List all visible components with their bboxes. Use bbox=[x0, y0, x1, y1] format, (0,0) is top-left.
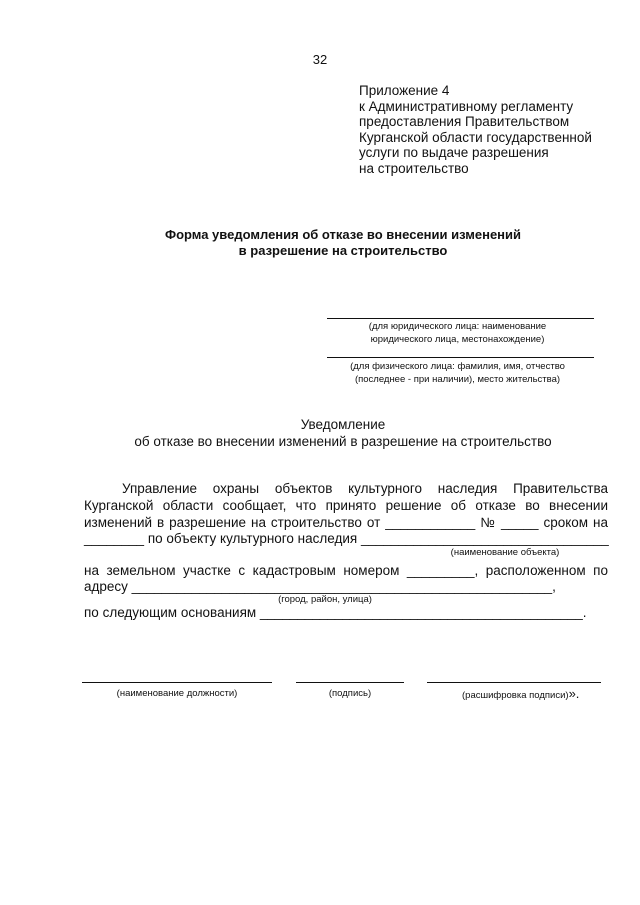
body-line: ________ по объекту культурного наследия _________________________________ bbox=[84, 531, 609, 546]
hint-text: юридического лица, местонахождение) bbox=[370, 334, 545, 345]
form-title-line: Форма уведомления об отказе во внесении изменений bbox=[164, 227, 522, 242]
body-line: Курганской области сообщает, что принято решение об отказе во внесении bbox=[84, 498, 608, 513]
body-line: адресу ________________________________________________________, bbox=[84, 579, 556, 594]
addressee-person-line bbox=[327, 357, 594, 358]
position-label: (наименование должности) bbox=[116, 688, 238, 699]
hint-address: (город, район, улица) bbox=[278, 594, 372, 605]
signature-label: (подпись) bbox=[328, 688, 372, 699]
appendix-line: к Административному регламенту bbox=[359, 98, 574, 114]
body-line: по следующим основаниям ___________________________________________. bbox=[84, 605, 587, 620]
notice-subheading: об отказе во внесении изменений в разрешение на строительство bbox=[134, 434, 552, 449]
appendix-header bbox=[359, 83, 592, 177]
decoding-label: (расшифровка подписи) bbox=[462, 690, 569, 701]
page-number: 32 bbox=[312, 52, 328, 67]
hint-text: (для физического лица: фамилия, имя, отчество bbox=[350, 361, 565, 372]
body-line: на земельном участке с кадастровым номером _________, расположенном по bbox=[84, 563, 608, 578]
addressee-legal-hint bbox=[320, 320, 595, 346]
notice-title bbox=[0, 416, 640, 450]
decoding-label-group bbox=[462, 686, 579, 701]
appendix-line: Курганской области государственной bbox=[359, 129, 592, 145]
form-title bbox=[0, 227, 640, 258]
closing-quote: ». bbox=[568, 686, 580, 701]
form-title-line: в разрешение на строительство bbox=[238, 242, 448, 258]
signature-sign-line bbox=[296, 682, 404, 683]
addressee-legal-line bbox=[327, 318, 594, 319]
hint-text: (последнее - при наличии), место жительства) bbox=[354, 374, 561, 385]
hint-object-name: (наименование объекта) bbox=[450, 547, 560, 558]
appendix-line: предоставления Правительством bbox=[359, 114, 570, 130]
signature-position-line bbox=[82, 682, 272, 683]
signature-decoding-line bbox=[427, 682, 601, 683]
appendix-line: на строительство bbox=[359, 160, 469, 176]
notice-heading: Уведомление bbox=[300, 417, 386, 432]
appendix-line: Приложение 4 bbox=[359, 83, 450, 98]
hint-text: (для юридического лица: наименование bbox=[368, 321, 547, 332]
appendix-line: услуги по выдаче разрешения bbox=[359, 145, 549, 161]
body-line: Управление охраны объектов культурного наследия Правительства bbox=[122, 481, 608, 496]
body-line: изменений в разрешение на строительство от ____________ № _____ сроком на bbox=[84, 515, 608, 530]
addressee-person-hint bbox=[320, 360, 595, 386]
